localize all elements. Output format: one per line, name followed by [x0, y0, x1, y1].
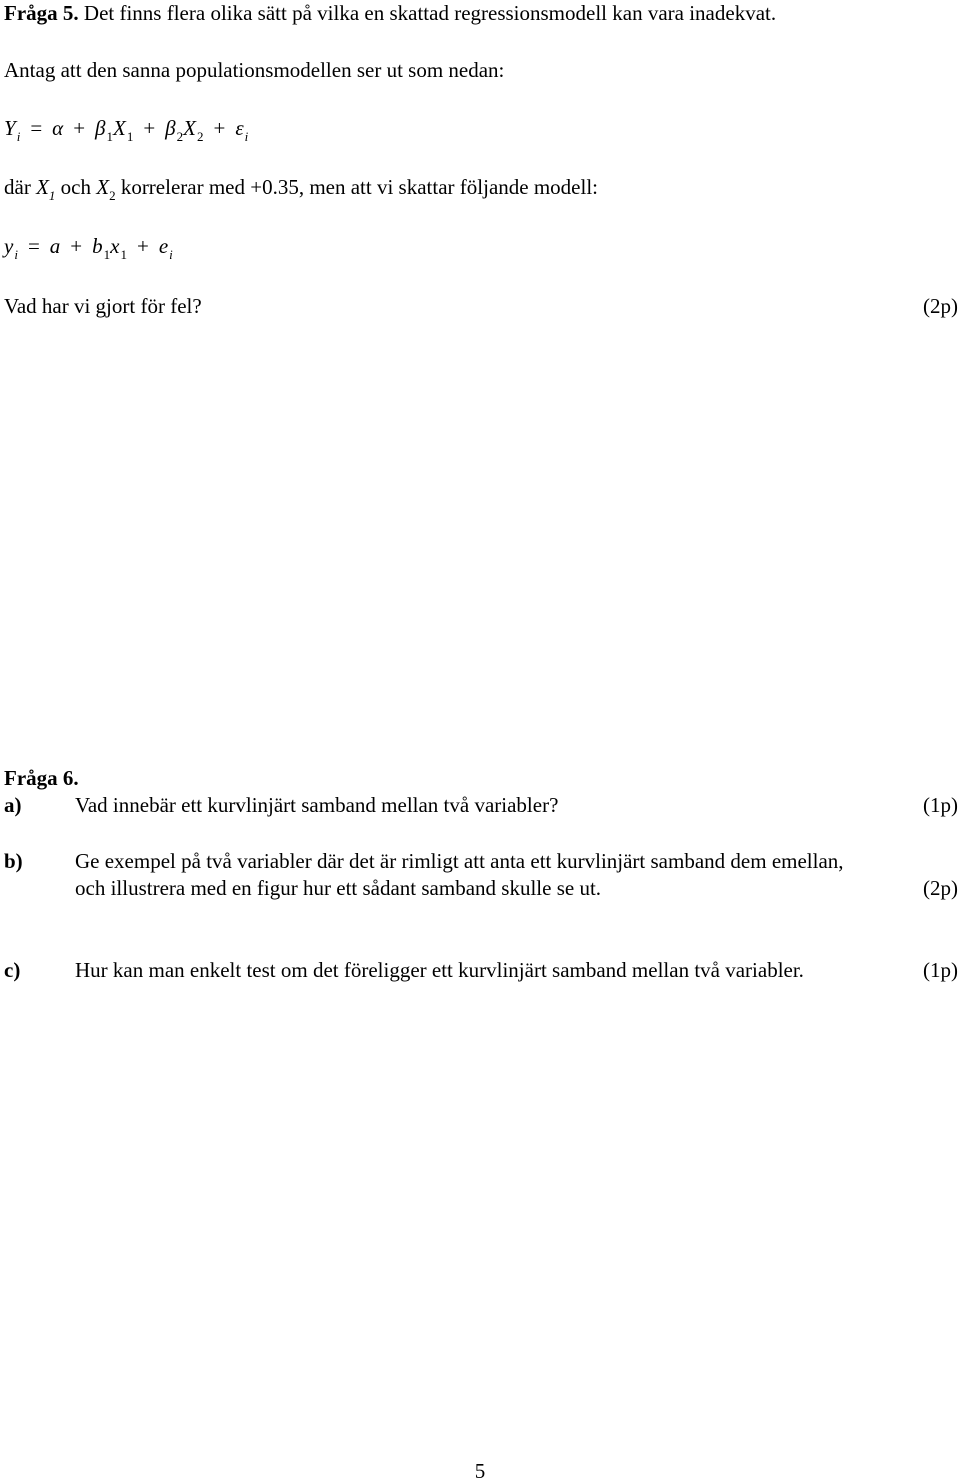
q5-points: (2p) [923, 294, 958, 318]
q5-intro: Det finns flera olika sätt på vilka en skattad regressionsmodell kan vara inadekvat. [83, 1, 777, 25]
q6-title: Fråga 6. [4, 766, 79, 790]
population-model-equation: $Y_i = \alpha + \beta_1X_1 + \beta_2X_2 + \varepsilon_i$ [4, 116, 249, 144]
q5-heading [4, 0, 958, 26]
q5-assume: Antag att den sanna populationsmodellen ser ut som nedan: [4, 58, 505, 82]
q6-c-label: c) [4, 958, 21, 982]
q6-c-text: Hur kan man enkelt test om det föreligger ett kurvlinjärt samband mellan två variabler. [75, 958, 804, 982]
corr-where: där [4, 175, 31, 199]
q6-b-label: b) [4, 849, 23, 873]
corr-rest: korrelerar med +0.35, men att vi skattar följande modell: [120, 175, 598, 199]
q5-title: Fråga 5. [4, 1, 79, 25]
q6-b-points: (2p) [923, 876, 958, 900]
corr-and: och [60, 175, 91, 199]
q6-b-line1: Ge exempel på två variabler där det är rimligt att anta ett kurvlinjärt samband dem emellan, [75, 849, 844, 873]
page-number: 5 [474, 1459, 486, 1483]
q6-b-line2: och illustrera med en figur hur ett sådant samband skulle se ut. [75, 876, 602, 900]
q6-b-row [4, 848, 958, 874]
q6-c-points: (1p) [923, 958, 958, 982]
q5-question-row [4, 293, 958, 319]
estimated-model-equation: $y_i = a + b_1x_1 + e_i$ [4, 234, 173, 262]
q6-b-row2 [75, 875, 958, 901]
q6-a-points: (1p) [923, 793, 958, 817]
q6-a-label: a) [4, 793, 22, 817]
q5-question: Vad har vi gjort för fel? [4, 294, 202, 318]
q5-correlation-text: där $X_1$ och $X_2$ korrelerar med +0.35, men att vi skattar följande modell: [4, 175, 598, 203]
q6-c-row [4, 957, 958, 983]
q6-a-row [4, 792, 958, 818]
q6-a-text: Vad innebär ett kurvlinjärt samband mellan två variabler? [75, 793, 559, 817]
